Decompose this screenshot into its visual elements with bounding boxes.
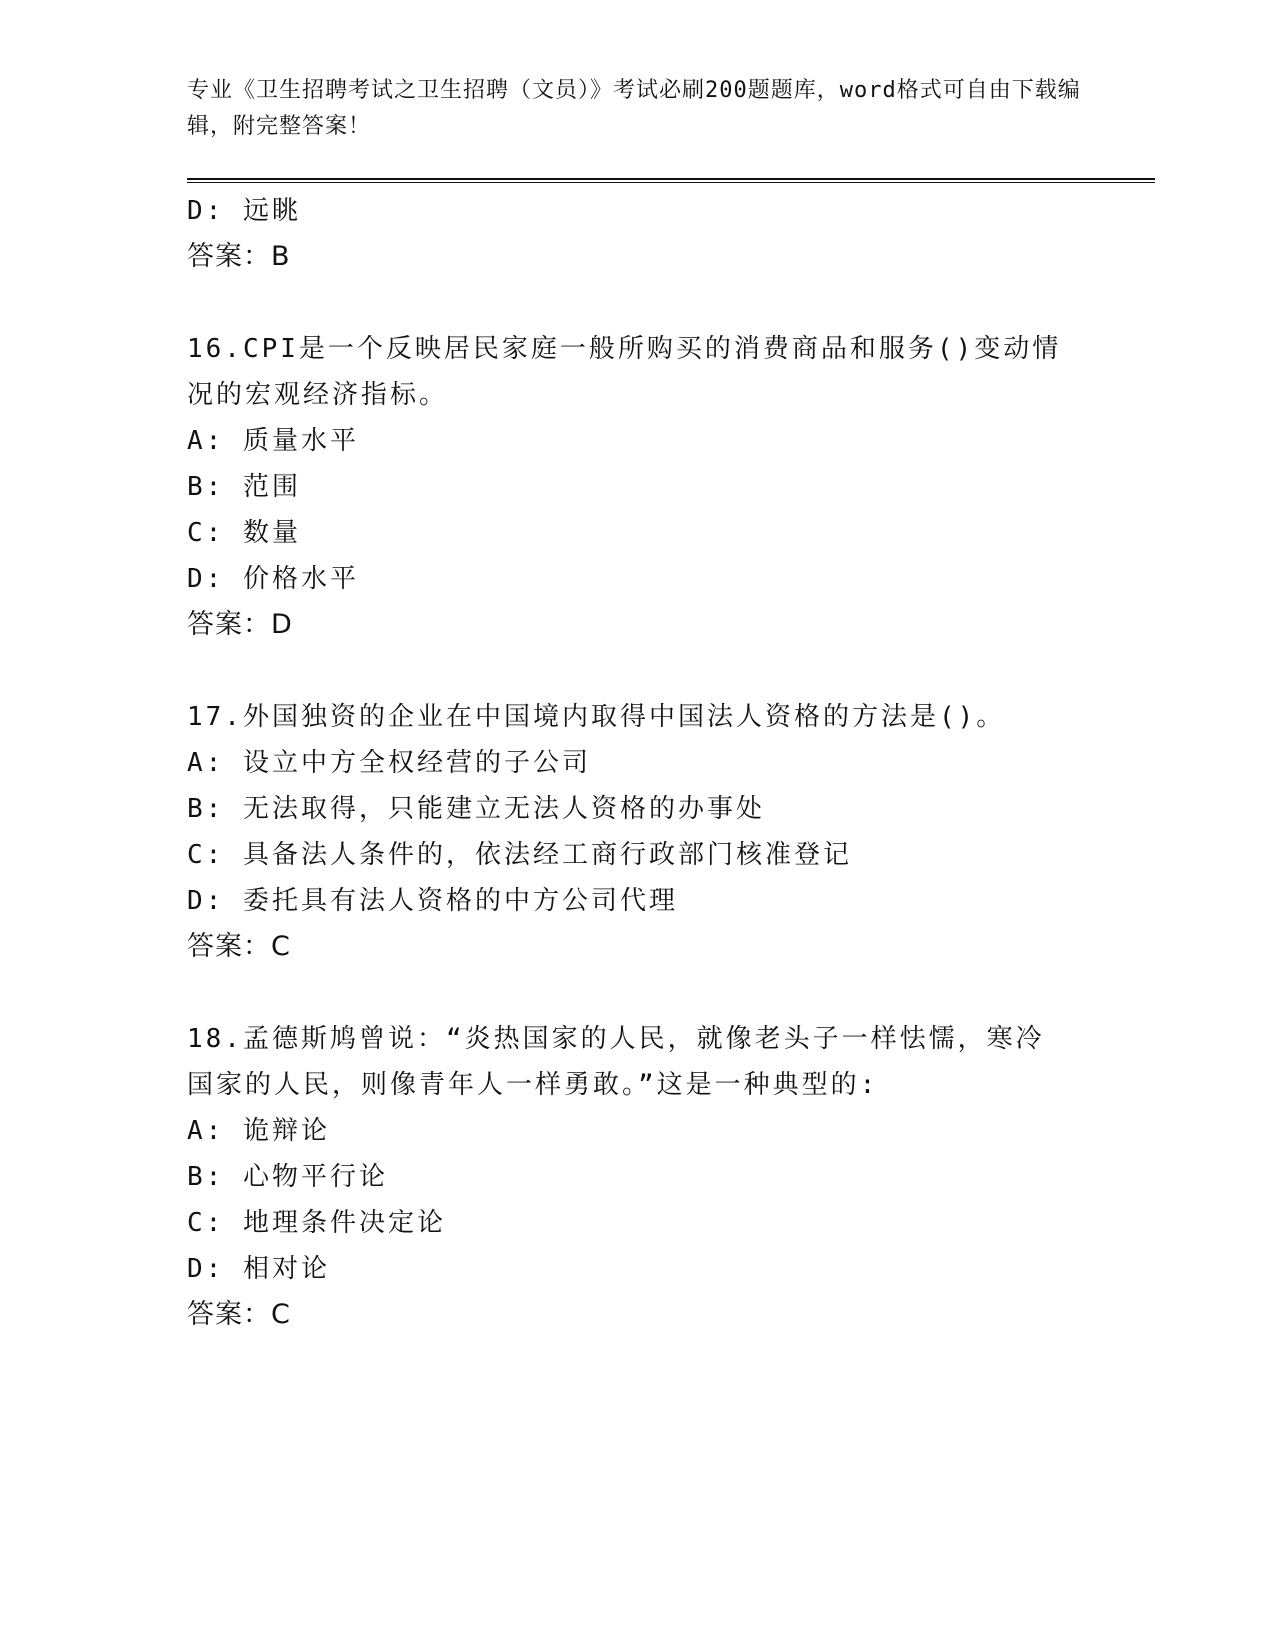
answer-line: 答案：B [187, 241, 291, 272]
option-a: A: 诡辩论 [187, 1116, 330, 1146]
option-c: C: 数量 [187, 518, 301, 548]
question-stem: 17.外国独资的企业在中国境内取得中国法人资格的方法是()。 [187, 702, 1006, 732]
option-d: D: 委托具有法人资格的中方公司代理 [187, 886, 678, 916]
answer-line: 答案：C [187, 1299, 291, 1330]
question-stem: 16.CPI是一个反映居民家庭一般所购买的消费商品和服务()变动情况的宏观经济指标。 [187, 334, 1062, 410]
question-18 [187, 1016, 1087, 1338]
page-header: 专业《卫生招聘考试之卫生招聘（文员）》考试必刷200题题库，word格式可自由下载编辑，附完整答案！ [187, 78, 1081, 139]
option-c: C: 具备法人条件的，依法经工商行政部门核准登记 [187, 840, 852, 870]
question-stem: 18.孟德斯鸠曾说：“炎热国家的人民，就像老头子一样怯懦，寒冷国家的人民，则像青年人一样勇敢。”这是一种典型的: [187, 1024, 1045, 1100]
answer-line: 答案：C [187, 931, 291, 962]
option-a: A: 质量水平 [187, 426, 359, 456]
option-b: B: 心物平行论 [187, 1162, 388, 1192]
question-17 [187, 694, 1087, 970]
answer-line: 答案：D [187, 609, 293, 640]
option-c: C: 地理条件决定论 [187, 1208, 446, 1238]
option-d: D: 相对论 [187, 1254, 330, 1284]
option-b: B: 无法取得，只能建立无法人资格的办事处 [187, 794, 765, 824]
header-divider [187, 178, 1155, 183]
option-d: D: 价格水平 [187, 564, 359, 594]
question-16 [187, 326, 1087, 648]
document-body [187, 188, 1087, 1338]
option-d: D: 远眺 [187, 196, 301, 226]
option-b: B: 范围 [187, 472, 301, 502]
option-a: A: 设立中方全权经营的子公司 [187, 748, 591, 778]
